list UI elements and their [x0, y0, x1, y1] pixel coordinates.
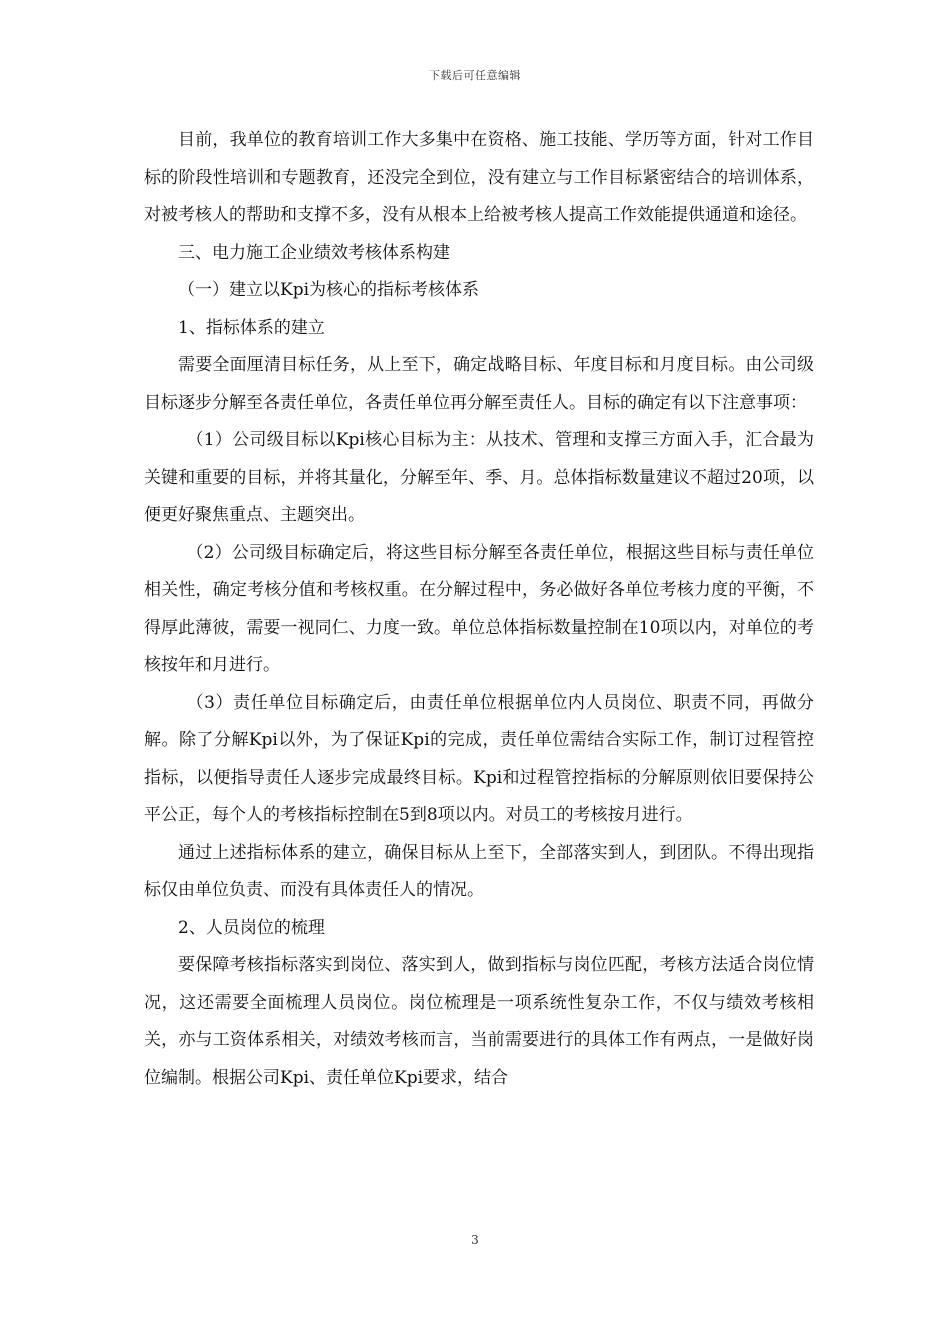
- page-number: 3: [471, 1233, 479, 1247]
- paragraph-training-status: 目前，我单位的教育培训工作大多集中在资格、施工技能、学历等方面，针对工作目标的阶段性培训和专题教育，还没完全到位，没有建立与工作目标紧密结合的培训体系，对被考核人的帮助和支撑不多，没有从根本上给被考核人提高工作效能提供通道和途径。: [144, 130, 814, 225]
- list-item-2: （2）公司级目标确定后，将这些目标分解至各责任单位，根据这些目标与责任单位相关性，确定考核分值和考核权重。在分解过程中，务必做好各单位考核力度的平衡，不得厚此薄彼，需要一视同仁、力度一致。单位总体指标数量控制在10项以内，对单位的考核按年和月进行。: [144, 542, 814, 675]
- section-heading-3: 三、电力施工企业绩效考核体系构建: [178, 242, 450, 263]
- item-heading-2: 2、人员岗位的梳理: [178, 917, 325, 938]
- paragraph-goal-decomposition: 需要全面厘清目标任务，从上至下，确定战略目标、年度目标和月度目标。由公司级目标逐步分解至各责任单位，各责任单位再分解至责任人。目标的确定有以下注意事项：: [144, 355, 814, 413]
- paragraph-indicator-summary: 通过上述指标体系的建立，确保目标从上至下，全部落实到人，到团队。不得出现指标仅由单位负责、而没有具体责任人的情况。: [144, 842, 814, 900]
- body-text: [144, 122, 814, 1097]
- page-header: 下载后可任意编辑: [429, 69, 521, 82]
- subsection-heading-1: （一）建立以Kpi为核心的指标考核体系: [178, 280, 480, 300]
- paragraph-position-review: 要保障考核指标落实到岗位、落实到人，做到指标与岗位匹配，考核方法适合岗位情况，这还需要全面梳理人员岗位。岗位梳理是一项系统性复杂工作，不仅与绩效考核相关，亦与工资体系相关，对绩效考核而言，当前需要进行的具体工作有两点，一是做好岗位编制。根据公司Kpi、责任单位Kpi要求，结合: [144, 955, 814, 1088]
- list-item-1: （1）公司级目标以Kpi核心目标为主：从技术、管理和支撑三方面入手，汇合最为关键和重要的目标，并将其量化，分解至年、季、月。总体指标数量建议不超过20项，以便更好聚焦重点、主题突出。: [144, 430, 814, 525]
- item-heading-1: 1、指标体系的建立: [178, 317, 325, 338]
- list-item-3: （3）责任单位目标确定后，由责任单位根据单位内人员岗位、职责不同，再做分解。除了分解Kpi以外，为了保证Kpi的完成，责任单位需结合实际工作，制订过程管控指标，以便指导责任人逐步完成最终目标。Kpi和过程管控指标的分解原则依旧要保持公平公正，每个人的考核指标控制在5到8项以内。对员工的考核按月进行。: [144, 692, 814, 825]
